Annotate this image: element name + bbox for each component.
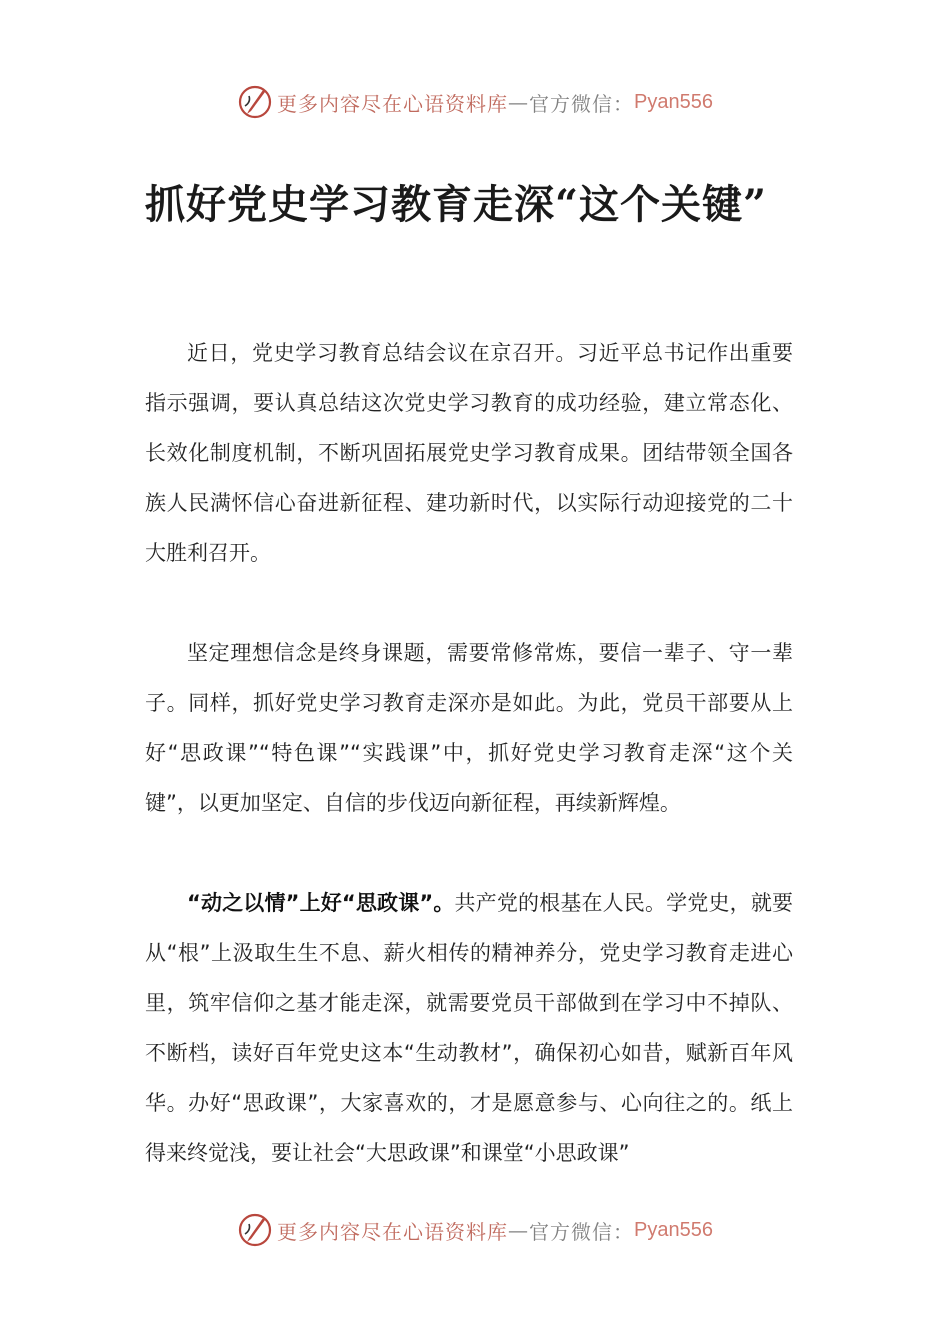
quill-pen-logo-icon [237, 84, 273, 120]
paragraph-3 [145, 878, 793, 1178]
paragraph-3-lead: “动之以情”上好“思政课”。 [187, 891, 455, 915]
paragraph-3-text: 共产党的根基在人民。学党史，就要从“根”上汲取生生不息、薪火相传的精神养分，党史学习教育走进心里，筑牢信仰之基才能走深，就需要党员干部做到在学习中不掉队、不断档，读好百年党史这本“生动教材”，确保初心如昔，赋新百年风华。办好“思政课”，大家喜欢的，才是愿意参与、心向往之的。纸上得来终觉浅，要让社会“大思政课”和课堂“小思政课” [145, 891, 793, 1165]
header-watermark-banner [0, 80, 950, 124]
banner-wechat-label: 官方微信： [529, 91, 635, 116]
article-body [145, 328, 793, 1228]
article-title: 抓好党史学习教育走深“这个关键” [145, 181, 768, 228]
banner-wechat-label: 官方微信： [529, 1219, 635, 1244]
paragraph-2: 坚定理想信念是终身课题，需要常修常炼，要信一辈子、守一辈子。同样，抓好党史学习教育走深亦是如此。为此，党员干部要从上好“思政课”“特色课”“实践课”中，抓好党史学习教育走深“这个关键”，以更加坚定、自信的步伐迈向新征程，再续新辉煌。 [145, 641, 793, 815]
footer-watermark-banner [0, 1208, 950, 1252]
banner-wechat-id: Pyan556 [634, 1218, 713, 1241]
banner-brand-text: 更多内容尽在心语资料库 [277, 91, 509, 116]
paragraph-1: 近日，党史学习教育总结会议在京召开。习近平总书记作出重要指示强调，要认真总结这次党史学习教育的成功经验，建立常态化、长效化制度机制，不断巩固拓展党史学习教育成果。团结带领全国各族人民满怀信心奋进新征程、建功新时代，以实际行动迎接党的二十大胜利召开。 [145, 341, 793, 565]
banner-dash: — [508, 1218, 530, 1242]
quill-pen-logo-icon [237, 1212, 273, 1248]
banner-wechat-id: Pyan556 [634, 90, 713, 113]
banner-dash: — [508, 90, 530, 114]
banner-brand-text: 更多内容尽在心语资料库 [277, 1219, 509, 1244]
